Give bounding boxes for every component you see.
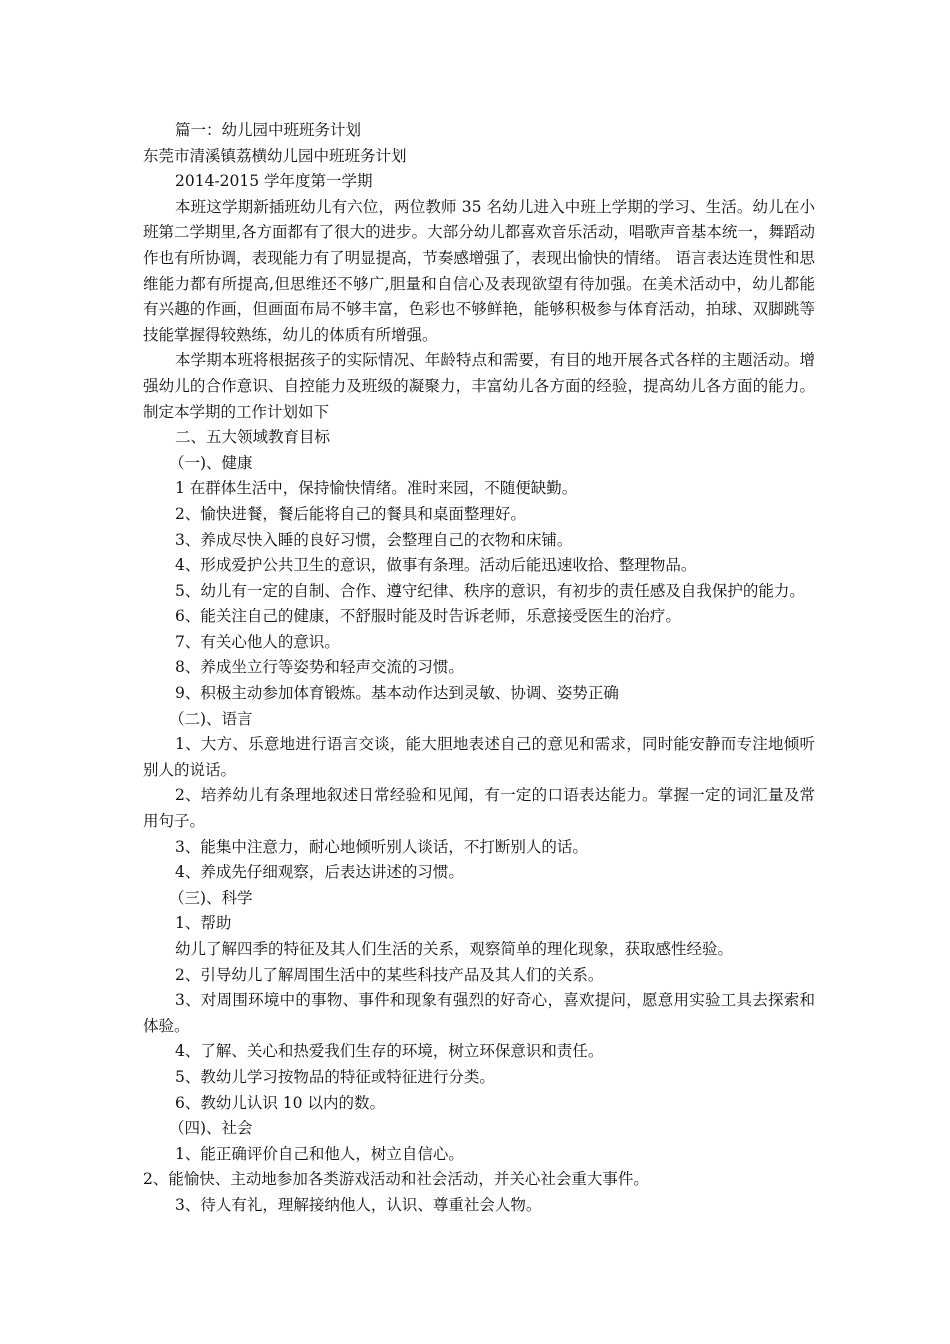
list-item: 3、能集中注意力，耐心地倾听别人谈话，不打断别人的话。	[175, 837, 588, 856]
document-page	[143, 118, 815, 1219]
list-item: 2、培养幼儿有条理地叙述日常经验和见闻，有一定的口语表达能力。掌握一定的词汇量及常用句子。	[143, 786, 815, 831]
list-item: 4、养成先仔细观察，后表达讲述的习惯。	[175, 863, 464, 882]
list-item-continuation: 幼儿了解四季的特征及其人们生活的关系，观察简单的理化现象，获取感性经验。	[175, 940, 734, 958]
science-title: （三)、科学	[169, 888, 253, 907]
list-item: 8、养成坐立行等姿势和轻声交流的习惯。	[175, 658, 464, 677]
intro-paragraph-1: 本班这学期新插班幼儿有六位，两位教师 35 名幼儿进入中班上学期的学习、生活。幼儿在小班第二学期里,各方面都有了很大的进步。大部分幼儿都喜欢音乐活动，唱歌声音基本统一，舞蹈动作也有所协调，表现能力有了明显提高，节奏感增强了，表现出愉快的情绪。 语言表达连贯性和思维能力都有所提高,但思维还不够广,胆量和自信心及表现欲望有待加强。在美术活动中，幼儿都能有兴趣的作画，但画面布局不够丰富，色彩也不够鲜艳，能够积极参与体育活动，拍球、双脚跳等技能掌握得较熟练，幼儿的体质有所增强。	[143, 197, 815, 344]
document-heading: 篇一：幼儿园中班班务计划	[175, 121, 362, 139]
list-item: 4、了解、关心和热爱我们生存的环境，树立环保意识和责任。	[175, 1042, 604, 1061]
list-item: 3、待人有礼，理解接纳他人，认识、尊重社会人物。	[175, 1195, 542, 1214]
list-item: 1、能正确评价自己和他人，树立自信心。	[175, 1144, 464, 1163]
list-item: 2、引导幼儿了解周围生活中的某些科技产品及其人们的关系。	[175, 965, 604, 984]
section-title: 二、五大领域教育目标	[175, 428, 331, 447]
list-item: 7、有关心他人的意识。	[175, 632, 340, 651]
list-item: 3、养成尽快入睡的良好习惯，会整理自己的衣物和床铺。	[175, 530, 573, 549]
list-item: 5、幼儿有一定的自制、合作、遵守纪律、秩序的意识，有初步的责任感及自我保护的能力。	[175, 581, 805, 600]
list-item: 1、大方、乐意地进行语言交谈，能大胆地表述自己的意见和需求，同时能安静而专注地倾听别人的说话。	[143, 735, 815, 779]
document-term: 2014-2015 学年度第一学期	[175, 172, 373, 191]
list-item: 9、积极主动参加体育锻炼。基本动作达到灵敏、协调、姿势正确	[175, 684, 619, 703]
intro-paragraph-2: 本学期本班将根据孩子的实际情况、年龄特点和需要，有目的地开展各式各样的主题活动。增强幼儿的合作意识、自控能力及班级的凝聚力，丰富幼儿各方面的经验，提高幼儿各方面的能力。制定本学期的工作计划如下	[143, 351, 815, 421]
health-title: （一)、健康	[169, 453, 253, 472]
language-title: （二)、语言	[169, 709, 253, 728]
document-subtitle: 东莞市清溪镇荔横幼儿园中班班务计划	[143, 146, 407, 165]
society-title: （四)、社会	[169, 1119, 253, 1138]
list-item: 1 在群体生活中，保持愉快情绪。准时来园，不随便缺勤。	[175, 479, 578, 498]
list-item: 2、能愉快、主动地参加各类游戏活动和社会活动，并关心社会重大事件。	[143, 1170, 649, 1189]
list-item: 1、帮助	[175, 914, 232, 933]
list-item: 2、愉快进餐，餐后能将自己的餐具和桌面整理好。	[175, 504, 526, 523]
list-item: 6、能关注自己的健康，不舒服时能及时告诉老师，乐意接受医生的治疗。	[175, 607, 681, 626]
list-item: 3、对周围环境中的事物、事件和现象有强烈的好奇心，喜欢提问，愿意用实验工具去探索和体验。	[143, 991, 815, 1035]
list-item: 4、形成爱护公共卫生的意识，做事有条理。活动后能迅速收拾、整理物品。	[175, 556, 697, 575]
list-item: 5、教幼儿学习按物品的特征或特征进行分类。	[175, 1067, 495, 1086]
list-item: 6、教幼儿认识 10 以内的数。	[175, 1093, 385, 1112]
